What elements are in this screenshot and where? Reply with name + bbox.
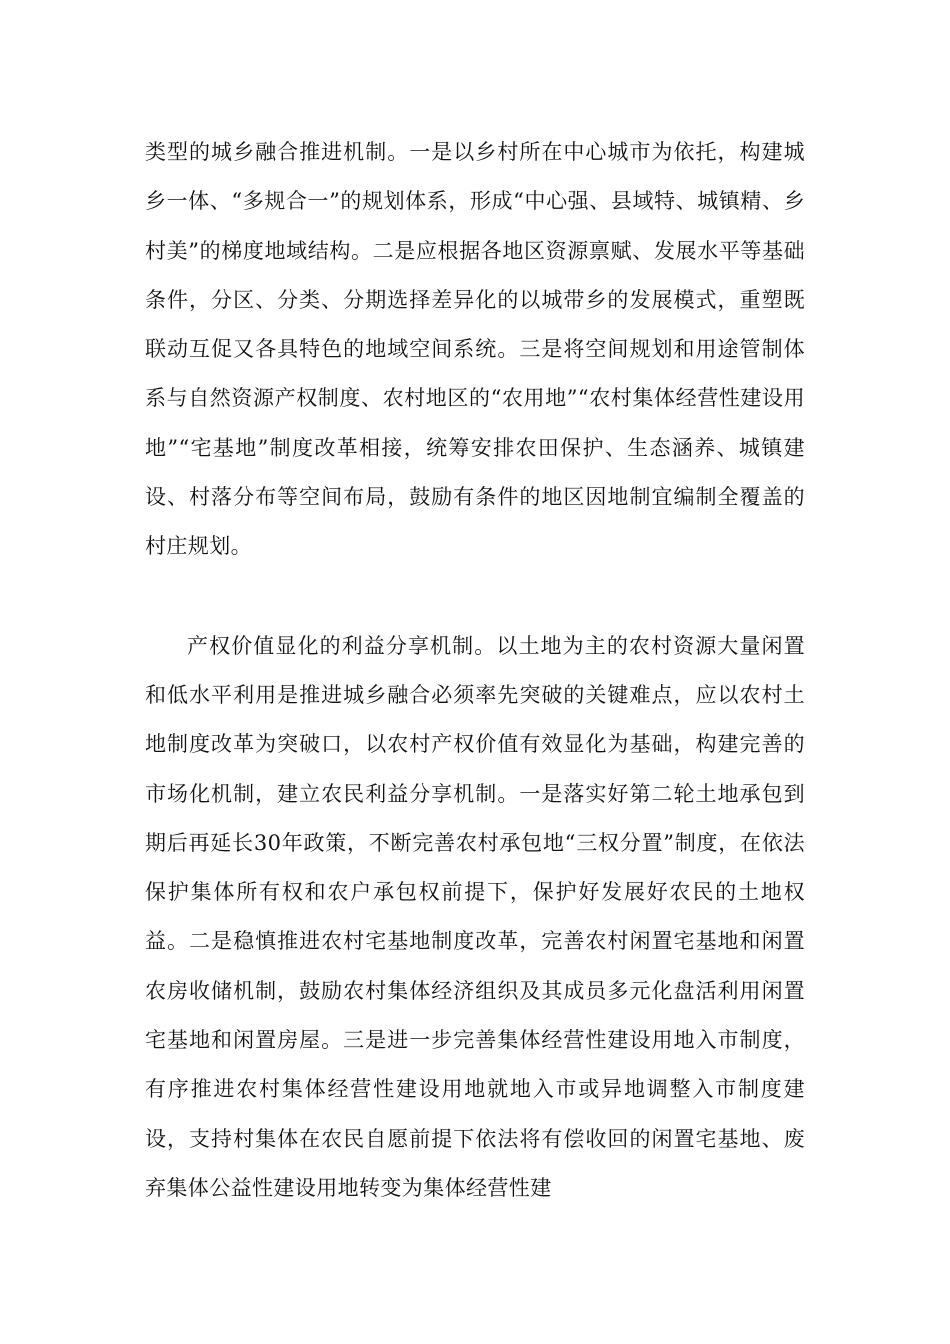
document-body [145, 128, 805, 1213]
paragraph-property-rights: 产权价值显化的利益分享机制。以土地为主的农村资源大量闲置和低水平利用是推进城乡融合必须率先突破的关键难点，应以农村土地制度改革为突破口，以农村产权价值有效显化为基础，构建完善的市场化机制，建立农民利益分享机制。一是落实好第二轮土地承包到期后再延长30年政策，不断完善农村承包地“三权分置”制度，在依法保护集体所有权和农户承包权前提下，保护好发展好农民的土地权益。二是稳慎推进农村宅基地制度改革，完善农村闲置宅基地和闲置农房收储机制，鼓励农村集体经济组织及其成员多元化盘活利用闲置宅基地和闲置房屋。三是进一步完善集体经营性建设用地入市制度，有序推进农村集体经营性建设用地就地入市或异地调整入市制度建设，支持村集体在农民自愿前提下依法将有偿收回的闲置宅基地、废弃集体公益性建设用地转变为集体经营性建 [145, 633, 805, 1200]
paragraph-continued: 类型的城乡融合推进机制。一是以乡村所在中心城市为依托，构建城乡一体、“多规合一”的规划体系，形成“中心强、县域特、城镇精、乡村美”的梯度地域结构。二是应根据各地区资源禀赋、发展水平等基础条件，分区、分类、分期选择差异化的以城带乡的发展模式，重塑既联动互促又各具特色的地域空间系统。三是将空间规划和用途管制体系与自然资源产权制度、农村地区的“农用地”“农村集体经营性建设用地”“宅基地”制度改革相接，统筹安排农田保护、生态涵养、城镇建设、村落分布等空间布局，鼓励有条件的地区因地制宜编制全覆盖的村庄规划。 [145, 140, 805, 559]
paragraph-spacer [145, 572, 805, 622]
